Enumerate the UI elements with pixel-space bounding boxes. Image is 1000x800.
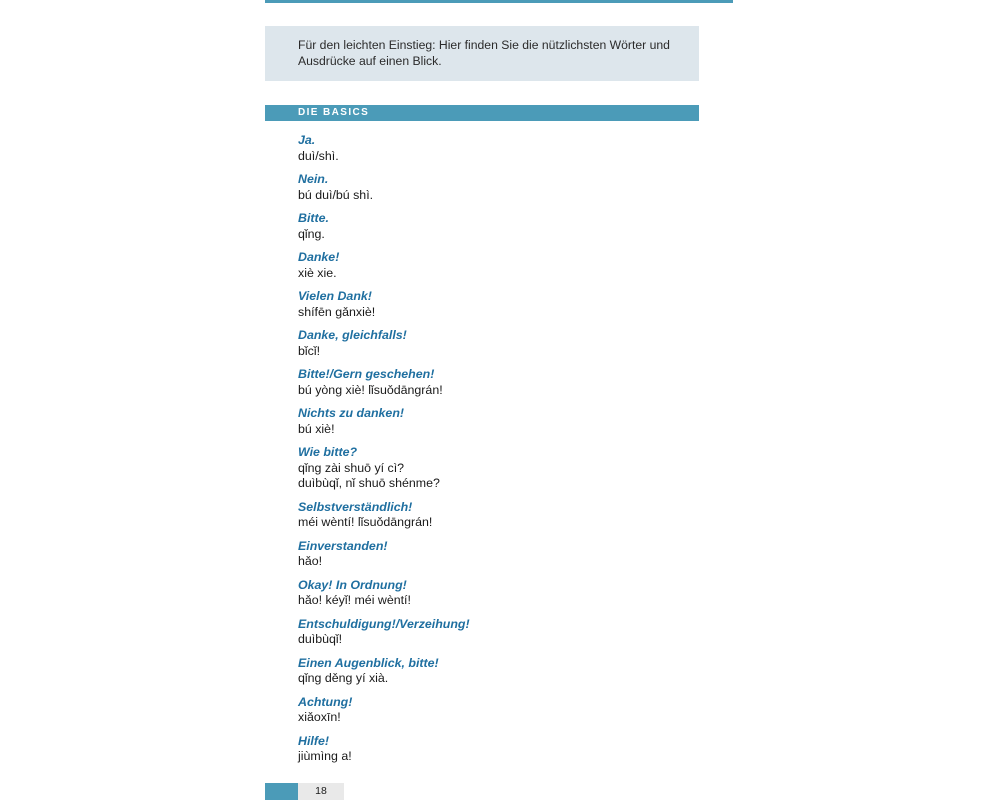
phrase-entry [298,406,698,437]
pinyin-translation: bú yòng xiè! lǐsuǒdāngrán! [298,382,443,397]
german-phrase: Ja. [298,133,316,147]
pinyin-translation: bú duì/bú shì. [298,187,374,202]
phrase-entry [298,695,698,726]
german-phrase: Danke, gleichfalls! [298,328,407,342]
intro-box [265,26,699,81]
german-phrase: Bitte!/Gern geschehen! [298,367,435,381]
phrase-entry [298,656,698,687]
german-phrase: Wie bitte? [298,445,358,459]
pinyin-translation: duìbùqǐ! [298,632,343,647]
german-phrase: Bitte. [298,211,329,225]
german-phrase: Nein. [298,172,329,186]
german-phrase: Einen Augenblick, bitte! [298,655,439,670]
pinyin-translation: méi wèntí! lǐsuǒdāngrán! [298,515,433,530]
pinyin-translation: qǐng. [298,226,325,241]
intro-text: Für den leichten Einstieg: Hier finden Sie die nützlichsten Wörter und Ausdrücke auf einen Blick. [298,38,670,68]
german-phrase: Nichts zu danken! [298,406,405,420]
phrase-list [298,133,698,773]
top-rule [265,0,733,3]
page-number: 18 [298,783,344,800]
section-title: DIE BASICS [298,107,370,118]
phrase-entry [298,617,698,648]
phrase-entry [298,172,698,203]
phrase-entry [298,367,698,398]
pinyin-translation: jiùmìng a! [298,749,352,764]
pinyin-translation: hǎo! kéyǐ! méi wèntí! [298,593,411,608]
german-phrase: Achtung! [298,694,353,709]
german-phrase: Vielen Dank! [298,289,372,303]
phrase-entry [298,500,698,531]
pinyin-translation: shífēn gǎnxiè! [298,304,376,319]
pinyin-translation: duì/shì. [298,148,339,163]
section-header [265,105,699,121]
phrase-entry [298,289,698,320]
german-phrase: Hilfe! [298,733,329,748]
german-phrase: Einverstanden! [298,538,388,553]
phrase-entry [298,250,698,281]
german-phrase: Entschuldigung!/Verzeihung! [298,616,470,631]
pinyin-translation: bú xiè! [298,421,335,436]
phrase-entry [298,211,698,242]
pinyin-translation: xiè xie. [298,265,337,280]
pinyin-translation: bǐcǐ! [298,343,321,358]
german-phrase: Okay! In Ordnung! [298,577,407,592]
pinyin-translation: qǐng zài shuō yí cì? [298,460,405,475]
german-phrase: Danke! [298,250,340,264]
german-phrase: Selbstverständlich! [298,499,413,514]
phrase-entry [298,133,698,164]
phrase-entry [298,578,698,609]
footer-accent-block [265,783,298,800]
pinyin-translation: duìbùqǐ, nǐ shuō shénme? [298,476,440,491]
phrase-entry [298,328,698,359]
pinyin-translation: hǎo! [298,554,323,569]
pinyin-translation: xiǎoxīn! [298,710,341,725]
pinyin-translation: qǐng děng yí xià. [298,671,389,686]
phrase-entry [298,445,698,492]
phrase-entry [298,539,698,570]
phrase-entry [298,734,698,765]
